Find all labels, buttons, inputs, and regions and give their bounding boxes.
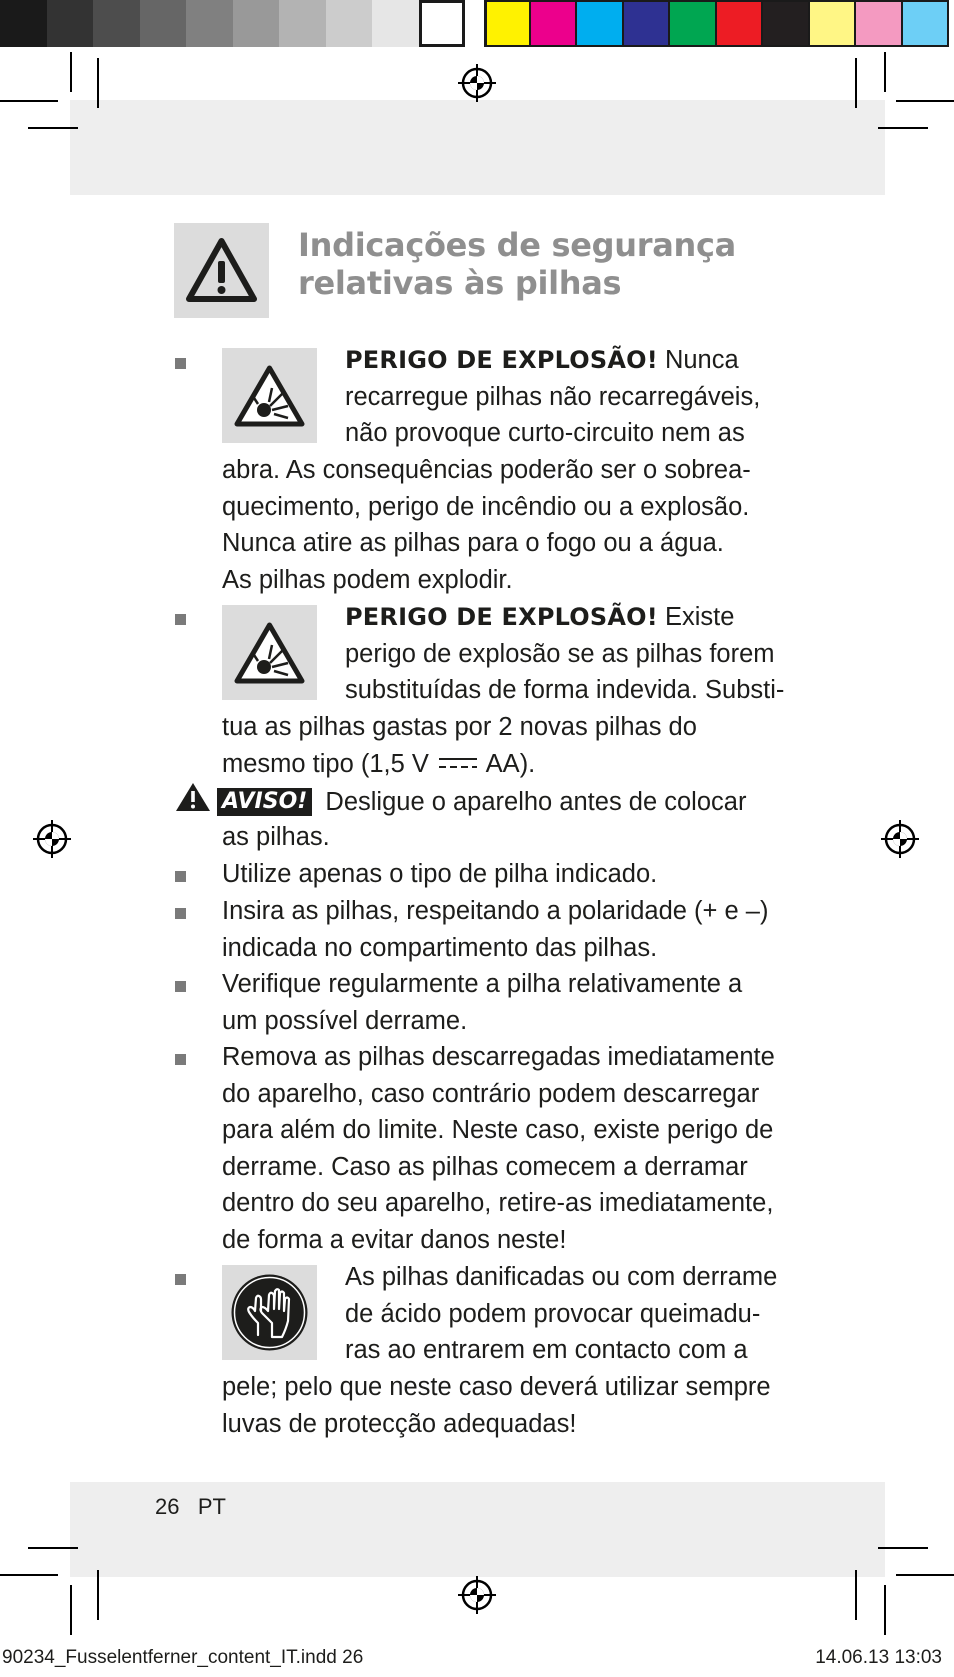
- registration-mark-icon: [458, 1576, 496, 1614]
- crop-mark: [855, 58, 857, 108]
- gray-swatch: [326, 0, 373, 47]
- item-text: Nunca: [657, 346, 739, 374]
- item-explosion-2: [345, 599, 784, 709]
- item-line: Verifique regularmente a pilha relativamente a: [222, 970, 743, 998]
- bullet-square: [175, 981, 186, 992]
- color-swatch: [717, 0, 764, 47]
- dc-symbol-icon: [439, 756, 477, 770]
- color-swatch: [484, 0, 531, 47]
- aviso-warning-cont: [222, 819, 330, 856]
- item-line: dentro do seu aparelho, retire-as imediatamente,: [222, 1189, 774, 1218]
- gloves-icon-box: [222, 1265, 317, 1360]
- item-line: luvas de protecção adequadas!: [222, 1409, 577, 1438]
- item-line: As pilhas podem explodir.: [222, 565, 513, 594]
- gray-swatch: [0, 0, 47, 47]
- registration-mark-icon: [33, 820, 71, 858]
- gray-swatch: [93, 0, 140, 47]
- gray-swatch: [233, 0, 280, 47]
- crop-mark: [28, 1547, 78, 1549]
- color-swatch: [810, 0, 857, 47]
- item-text: mesmo tipo (1,5 V: [222, 749, 436, 778]
- item-line: tua as pilhas gastas por 2 novas pilhas do: [222, 713, 697, 741]
- explosion-icon-box: [222, 605, 317, 700]
- item-gloves: [345, 1259, 777, 1369]
- registration-mark-icon: [458, 64, 496, 102]
- bullet-square: [175, 908, 186, 919]
- crop-mark: [28, 127, 78, 129]
- aviso-badge: AVISO!: [217, 788, 312, 816]
- gray-swatch: [140, 0, 187, 47]
- item-line: As pilhas danificadas ou com derrame: [345, 1263, 778, 1291]
- item-line: de ácido podem provocar queimadu-: [345, 1299, 761, 1328]
- print-slug-date: 14.06.13 13:03: [815, 1647, 942, 1668]
- item-line: Remova as pilhas descarregadas imediatamente: [222, 1043, 775, 1071]
- crop-mark: [97, 1570, 99, 1620]
- crop-mark: [878, 127, 928, 129]
- crop-mark: [0, 1574, 58, 1576]
- crop-mark: [884, 52, 886, 92]
- danger-label: PERIGO DE EXPLOSÃO!: [345, 603, 658, 631]
- item-line: Insira as pilhas, respeitando a polaridade (+ e –): [222, 897, 769, 925]
- bullet-square: [175, 358, 186, 369]
- gray-swatch: [47, 0, 94, 47]
- item-line: abra. As consequências poderão ser o sobrea-: [222, 456, 751, 484]
- item-explosion-1-cont: [222, 452, 751, 598]
- explosion-hazard-icon: [222, 605, 317, 700]
- color-swatch: [577, 0, 624, 47]
- bullet-square: [175, 1054, 186, 1065]
- print-slug-file: 90234_Fusselentferner_content_IT.indd 26: [2, 1647, 364, 1668]
- crop-mark: [70, 1585, 72, 1635]
- color-swatch: [531, 0, 578, 47]
- item-line: para além do limite. Neste caso, existe perigo de: [222, 1116, 774, 1145]
- item-line: substituídas de forma indevida. Substi-: [345, 676, 785, 705]
- gray-swatch: [186, 0, 233, 47]
- item-line: recarregue pilhas não recarregáveis,: [345, 382, 761, 411]
- crop-mark: [70, 52, 72, 92]
- item-line: as pilhas.: [222, 823, 330, 851]
- item-explosion-1: [345, 342, 760, 452]
- item-line: um possível derrame.: [222, 1006, 468, 1035]
- gray-swatch: [279, 0, 326, 47]
- heading-icon-box: [174, 223, 269, 318]
- bullet-square: [175, 614, 186, 625]
- explosion-hazard-icon: [222, 348, 317, 443]
- registration-mark-icon: [881, 820, 919, 858]
- item-check-leak: [222, 966, 742, 1039]
- crop-mark: [855, 1570, 857, 1620]
- color-swatch: [763, 0, 810, 47]
- item-line: do aparelho, caso contrário podem descarregar: [222, 1079, 760, 1108]
- color-swatch: [903, 0, 950, 47]
- gray-swatch: [372, 0, 419, 47]
- item-line: de forma a evitar danos neste!: [222, 1225, 567, 1254]
- crop-mark: [878, 1547, 928, 1549]
- color-calibration-bar: [0, 0, 954, 50]
- crop-mark: [0, 100, 58, 102]
- item-line: pele; pelo que neste caso deverá utilizar sempre: [222, 1373, 771, 1401]
- crop-mark: [97, 58, 99, 108]
- item-line: Nunca atire as pilhas para o fogo ou a água.: [222, 529, 724, 558]
- item-line: quecimento, perigo de incêndio ou a explosão.: [222, 492, 750, 521]
- item-line: derrame. Caso as pilhas comecem a derramar: [222, 1152, 748, 1181]
- crop-mark: [896, 1574, 954, 1576]
- gray-swatch: [419, 0, 466, 47]
- item-text: AA).: [480, 749, 536, 778]
- header-band: [70, 100, 885, 195]
- protective-gloves-icon: [222, 1265, 317, 1360]
- warning-triangle-icon: [174, 223, 269, 318]
- aviso-warning: [175, 782, 746, 819]
- item-polarity: [222, 893, 768, 966]
- item-text: Desligue o aparelho antes de colocar: [318, 788, 747, 816]
- page-number: 26: [155, 1494, 180, 1519]
- warning-triangle-icon: [175, 782, 211, 812]
- item-explosion-2-cont: [222, 709, 697, 782]
- item-line: ras ao entrarem em contacto com a: [345, 1336, 748, 1365]
- page-footer: [155, 1494, 226, 1520]
- bullet-square: [175, 1274, 186, 1285]
- crop-mark: [896, 100, 954, 102]
- item-line: perigo de explosão se as pilhas forem: [345, 639, 775, 668]
- item-battery-type: [222, 856, 657, 893]
- danger-label: PERIGO DE EXPLOSÃO!: [345, 346, 658, 374]
- item-text: Existe: [657, 603, 735, 631]
- language-code: PT: [197, 1494, 226, 1519]
- crop-mark: [884, 1585, 886, 1635]
- item-line: indicada no compartimento das pilhas.: [222, 933, 658, 962]
- color-swatch: [670, 0, 717, 47]
- item-remove-batteries: [222, 1039, 775, 1259]
- section-title-line-1: Indicações de segurança: [298, 226, 736, 264]
- section-title: [298, 226, 858, 302]
- item-line: não provoque curto-circuito nem as: [345, 419, 745, 448]
- color-swatch: [624, 0, 671, 47]
- section-title-line-2: relativas às pilhas: [298, 264, 622, 302]
- item-line: Utilize apenas o tipo de pilha indicado.: [222, 860, 658, 888]
- explosion-icon-box: [222, 348, 317, 443]
- item-gloves-cont: [222, 1369, 771, 1442]
- bullet-square: [175, 871, 186, 882]
- color-swatch: [856, 0, 903, 47]
